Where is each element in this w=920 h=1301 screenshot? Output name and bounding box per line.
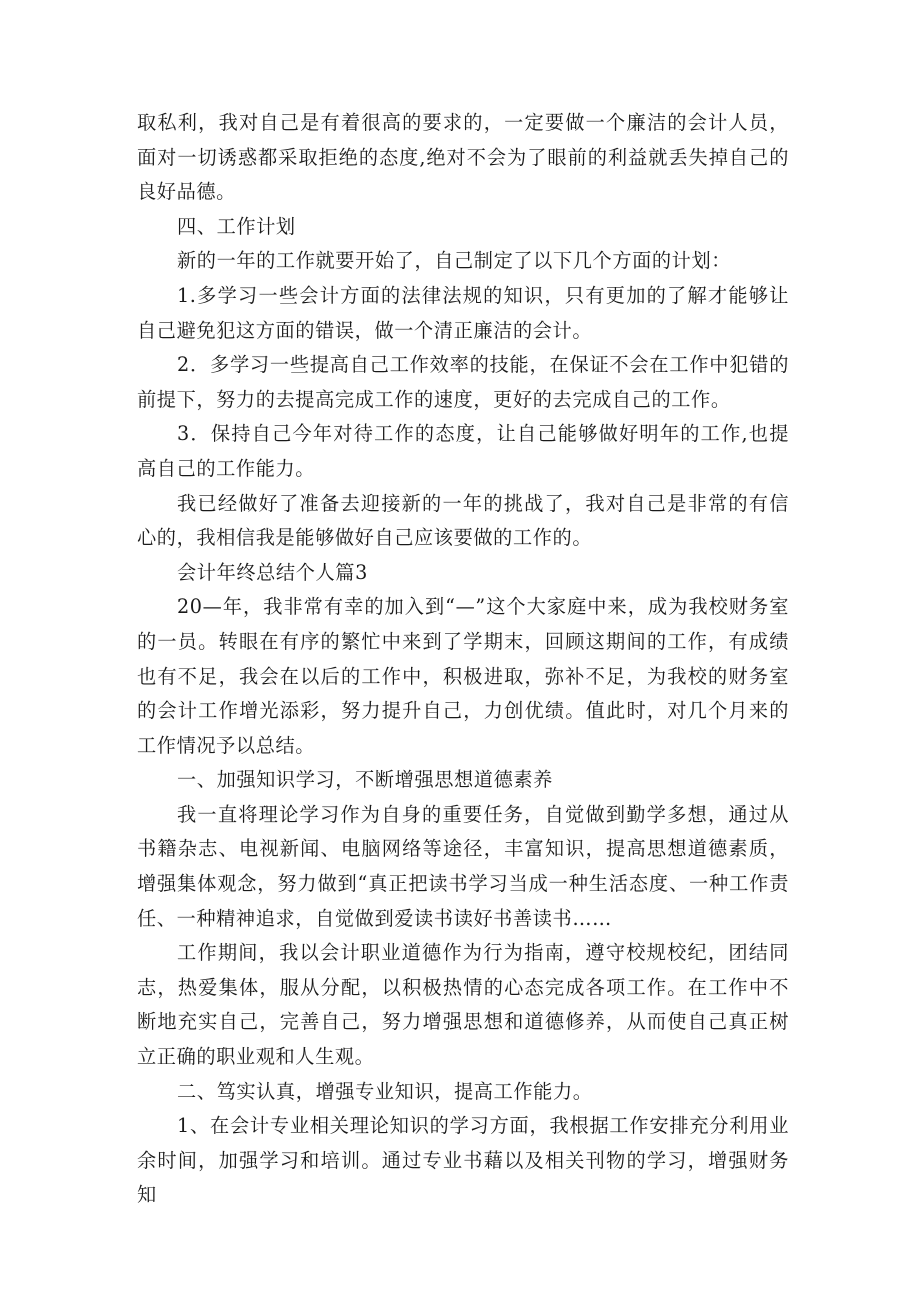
- paragraph-ready: 我已经做好了准备去迎接新的一年的挑战了，我对自己是非常的有信心的，我相信我是能够做好自己应该要做的工作的。: [137, 491, 789, 550]
- paragraph-plan-item-3: 3．保持自己今年对待工作的态度，让自己能够做好明年的工作,也提高自己的工作能力。: [137, 422, 789, 480]
- paragraph-plan-intro: 新的一年的工作就要开始了，自己制定了以下几个方面的计划：: [177, 249, 732, 273]
- paragraph-continuation: 取私利，我对自己是有着很高的要求的，一定要做一个廉洁的会计人员，面对一切诱惑都采取拒绝的态度,绝对不会为了眼前的利益就丢失掉自己的良好品德。: [137, 111, 789, 204]
- section-heading-knowledge: 一、加强知识学习，不断增强思想道德素养: [177, 768, 553, 792]
- section-heading-work-plan: 四、工作计划: [177, 214, 296, 238]
- paragraph-plan-item-1: 1.多学习一些会计方面的法律法规的知识，只有更加的了解才能够让自己避免犯这方面的错误，做一个清正廉洁的会计。: [137, 283, 789, 342]
- paragraph-work-ethics: 工作期间，我以会计职业道德作为行为指南，遵守校规校纪，团结同志，热爱集体，服从分配，以积极热情的心态完成各项工作。在工作中不断地充实自己，完善自己，努力增强思想和道德修养，从而使自己真正树立正确的职业观和人生观。: [137, 941, 789, 1069]
- paragraph-professional-study: 1、在会计专业相关理论知识的学习方面，我根据工作安排充分利用业余时间，加强学习和培训。通过专业书藉以及相关刊物的学习，增强财务知: [137, 1114, 789, 1207]
- paragraph-intro: 20—年，我非常有幸的加入到“—”这个大家庭中来，成为我校财务室的一员。转眼在有序的繁忙中来到了学期末，回顾这期间的工作，有成绩也有不足，我会在以后的工作中，积极进取，弥补不足，为我校的财务室的会计工作增光添彩，努力提升自己，力创优绩。值此时，对几个月来的工作情况予以总结。: [137, 595, 789, 757]
- article-title: 会计年终总结个人篇3: [177, 560, 368, 584]
- document-page: [137, 106, 789, 1213]
- paragraph-theory-study: 我一直将理论学习作为自身的重要任务，自觉做到勤学多想，通过从书籍杂志、电视新闻、电脑网络等途径，丰富知识，提高思想道德素质，增强集体观念，努力做到“真正把读书学习当成一种生活态度、一种工作责任、一种精神追求，自觉做到爱读书读好书善读书……: [137, 802, 789, 930]
- paragraph-plan-item-2: 2．多学习一些提高自己工作效率的技能，在保证不会在工作中犯错的前提下，努力的去提高完成工作的速度，更好的去完成自己的工作。: [137, 353, 789, 411]
- section-heading-professional: 二、笃实认真，增强专业知识，提高工作能力。: [177, 1079, 593, 1103]
